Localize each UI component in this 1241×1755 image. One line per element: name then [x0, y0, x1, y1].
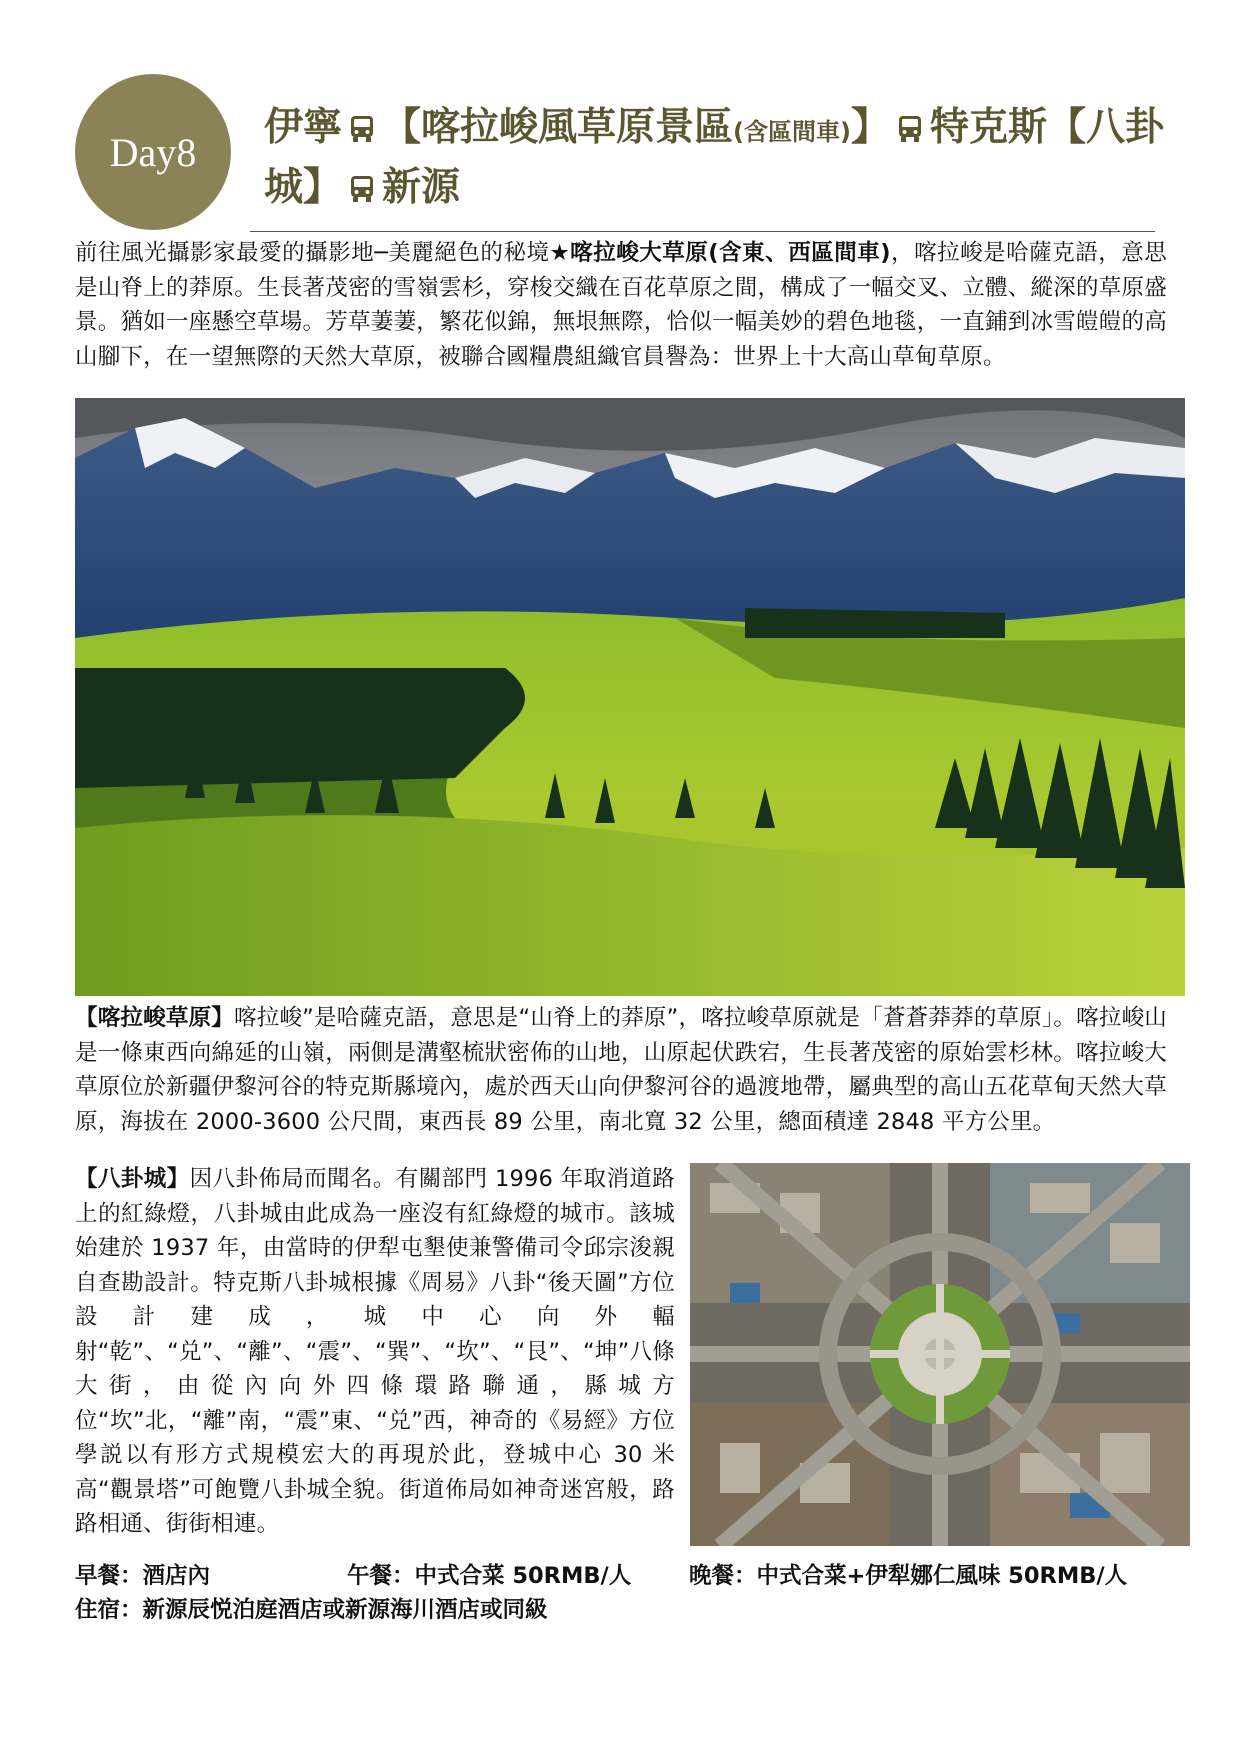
bagua-heading: 【八卦城】 [75, 1166, 190, 1192]
dinner-info: 晚餐：中式合菜+伊犁娜仁風味 50RMB/人 [689, 1563, 1128, 1589]
meals-section [75, 1559, 1175, 1627]
intro-rest: ，喀拉峻是哈薩克語，意思是山脊上的莽原。生長著茂密的雪嶺雲杉，穿梭交織在百花草原之間，構成了一幅交叉、立體、縱深的草原盛景。猶如一座懸空草場。芳草萋萋，繁花似錦，無垠無際，恰似一幅美妙的碧色地毯，一直鋪到冰雪皚皚的高山腳下，在一望無際的天然大草原，被聯合國糧農組織官員譽為：世界上十大高山草甸草原。 [75, 240, 1167, 370]
grassland-photo [75, 398, 1185, 996]
title-place3: 新源 [382, 165, 461, 210]
title-spot1-close: 】 [850, 105, 890, 150]
bus-icon [349, 115, 375, 143]
title-place2: 特克斯【八卦城】 [264, 105, 1164, 210]
lodging-info: 住宿：新源辰悦泊庭酒店或新源海川酒店或同級 [75, 1597, 548, 1623]
intro-highlight: ★喀拉峻大草原(含東、西區間車) [549, 240, 891, 266]
page-title [264, 100, 1164, 216]
title-spot1: 【喀拉峻風草原景區 [382, 105, 734, 150]
breakfast-info: 早餐：酒店內 [75, 1563, 211, 1589]
bus-icon [897, 115, 923, 143]
lunch-info: 午餐：中式合菜 50RMB/人 [347, 1563, 632, 1589]
bagua-city-photo [690, 1163, 1190, 1546]
kalajun-heading: 【喀拉峻草原】 [75, 1005, 235, 1031]
title-divider [250, 231, 1155, 232]
lodging-row [75, 1593, 1175, 1627]
bus-icon [349, 175, 375, 203]
kalajun-text: 喀拉峻”是哈薩克語，意思是“山脊上的莽原”，喀拉峻草原就是「蒼蒼莽莽的草原」。喀拉峻山是一條東西向綿延的山嶺，兩側是溝壑梳狀密佈的山地，山原起伏跌宕，生長著茂密的原始雲杉林。喀拉峻大草原位於新疆伊黎河谷的特克斯縣境內，處於西天山向伊黎河谷的過渡地帶，屬典型的高山五花草甸天然大草原，海拔在 2000-3600 公尺間，東西長 89 公里，南北寬 32 公里，總面積達 2848 平方公里。 [75, 1005, 1167, 1135]
meals-row [75, 1559, 1175, 1593]
intro-paragraph [75, 236, 1167, 374]
day-label: Day8 [109, 129, 197, 175]
title-spot1-note: (含區間車) [733, 118, 851, 146]
title-from: 伊寧 [264, 105, 343, 150]
day-badge [75, 74, 231, 230]
bagua-text: 因八卦佈局而聞名。有關部門 1996 年取消道路上的紅綠燈，八卦城由此成為一座沒有紅綠燈的城市。該城始建於 1937 年，由當時的伊犁屯墾使兼警備司令邱宗浚親自查勘設計。特克斯八卦城根據《周易》八卦“後天圖”方位設計建成，城中心向外輻射“乾”、“兑”、“離”、“震”、“巽”、“坎”、“艮”、“坤”八條大街，由從內向外四條環路聯通，縣城方位“坎”北，“離”南，“震”東、“兑”西，神奇的《易經》方位學説以有形方式規模宏大的再現於此，登城中心 30 米高“觀景塔”可飽覽八卦城全貌。街道佈局如神奇迷宮般，路路相通、街街相連。 [75, 1166, 675, 1537]
bagua-paragraph [75, 1162, 675, 1542]
intro-lead: 前往風光攝影家最愛的攝影地─美麗絕色的秘境 [75, 240, 550, 266]
kalajun-paragraph [75, 1001, 1167, 1139]
